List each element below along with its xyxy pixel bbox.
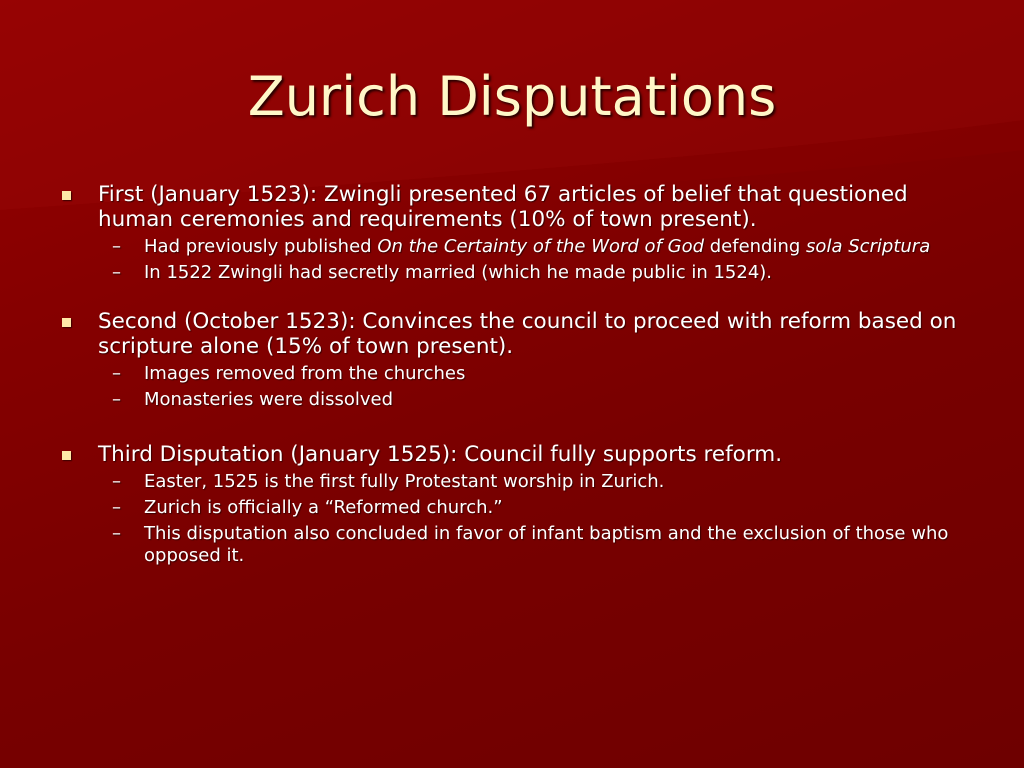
- sub-list-third: [62, 471, 972, 567]
- dash-icon: –: [112, 497, 121, 518]
- square-bullet-icon: [62, 318, 71, 327]
- sub-text: Zurich is officially a “Reformed church.”: [144, 497, 503, 518]
- sub-item-easter: [62, 471, 972, 493]
- sub-item-infant-baptism: [62, 523, 972, 567]
- sub-text: Images removed from the churches: [144, 363, 466, 384]
- sub-text-part2: defending: [704, 236, 807, 257]
- dash-icon: –: [112, 389, 121, 410]
- dash-icon: –: [112, 523, 121, 544]
- bullet-text: First (January 1523): Zwingli presented 67 articles of belief that questioned human ceremonies and requirements (10% of town present).: [98, 182, 908, 232]
- slide-content: [62, 182, 972, 567]
- sub-text: This disputation also concluded in favor of infant baptism and the exclusion of those who opposed it.: [144, 523, 949, 566]
- dash-icon: –: [112, 262, 121, 283]
- slide-title: Zurich Disputations: [247, 65, 777, 128]
- sub-item-reformed-church: [62, 497, 972, 519]
- dash-icon: –: [112, 236, 121, 257]
- sub-text: Monasteries were dissolved: [144, 389, 394, 410]
- sub-list-second: [62, 363, 972, 411]
- square-bullet-icon: [62, 191, 71, 200]
- sub-text: In 1522 Zwingli had secretly married (which he made public in 1524).: [144, 262, 773, 283]
- square-bullet-icon: [62, 451, 71, 460]
- sub-text: Easter, 1525 is the first fully Protestant worship in Zurich.: [144, 471, 665, 492]
- dash-icon: –: [112, 363, 121, 384]
- bullet-third-disputation: [62, 442, 972, 467]
- bullet-text: Third Disputation (January 1525): Council fully supports reform.: [98, 442, 783, 467]
- bullet-text: Second (October 1523): Convinces the council to proceed with reform based on scripture alone (15% of town present).: [98, 309, 957, 359]
- sub-list-first: [62, 236, 972, 284]
- sub-item-images: [62, 363, 972, 385]
- bullet-first-disputation: [62, 182, 972, 232]
- sub-item-published: [62, 236, 972, 258]
- sola-scriptura: sola Scriptura: [806, 236, 931, 257]
- sub-text-part1: Had previously published: [144, 236, 378, 257]
- book-title: On the Certainty of the Word of God: [377, 236, 705, 257]
- sub-item-married: [62, 262, 972, 284]
- dash-icon: –: [112, 471, 121, 492]
- sub-item-monasteries: [62, 389, 972, 411]
- bullet-second-disputation: [62, 309, 972, 359]
